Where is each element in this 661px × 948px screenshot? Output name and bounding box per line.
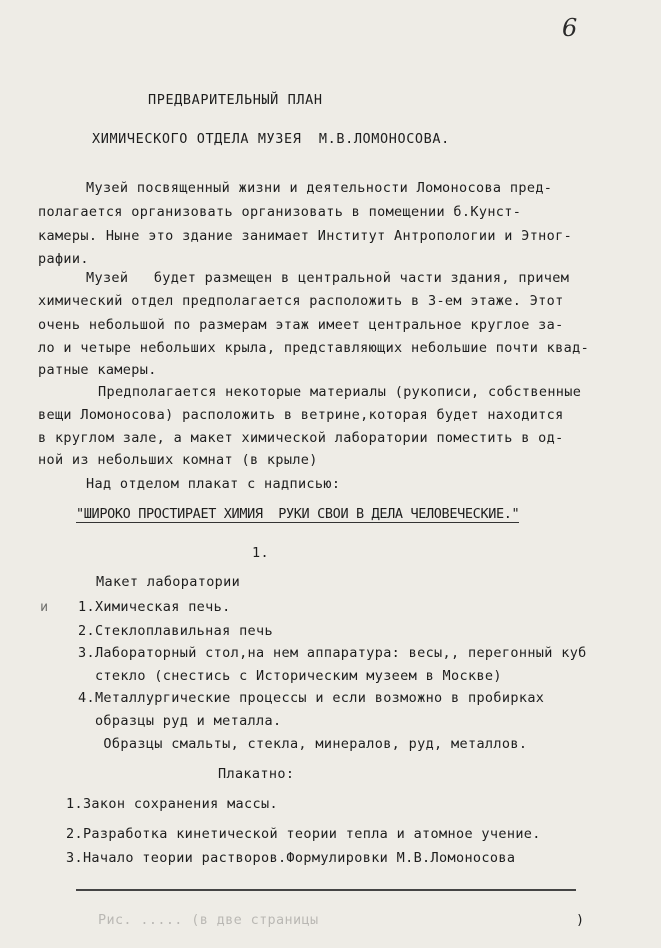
para1-line-1: Музей посвященный жизни и деятельности Ломоносова пред- [86,180,553,196]
para2-line-5: ратные камеры. [38,362,157,378]
para2-line-2: химический отдел предполагается расположить в 3-ем этаже. Этот [38,293,564,309]
footer-faint-text: Рис. ..... (в две страницы [98,912,319,928]
para3-line-4: ной из небольших комнат (в крыле) [38,452,318,468]
lab-heading: Макет лаборатории [96,574,241,590]
lab-item-4: 4.Металлургические процессы и если возможно в пробирках [78,690,545,706]
plakatno-item-1: 1.Закон сохранения массы. [66,796,278,812]
poster-text: "ШИРОКО ПРОСТИРАЕТ ХИМИЯ РУКИ СВОИ В ДЕЛА ЧЕЛОВЕЧЕСКИЕ." [76,506,520,522]
para2-line-3: очень небольшой по размерам этаж имеет центральное круглое за- [38,317,564,333]
lab-item-1: 1.Химическая печь. [78,599,231,615]
lab-item-4-cont: образцы руд и металла. [78,713,282,729]
lab-samples: Образцы смальты, стекла, минералов, руд, металлов. [78,736,528,752]
lab-item-3-cont: стекло (снестись с Историческим музеем в Москве) [78,668,502,684]
para3-line-2: вещи Ломоносова) расположить в ветрине,которая будет находится [38,407,564,423]
para2-line-1: Музей будет размещен в центральной части здания, причем [86,270,570,286]
margin-mark: и [40,599,49,615]
title-line-2: ХИМИЧЕСКОГО ОТДЕЛА МУЗЕЯ М.В.ЛОМОНОСОВА. [92,131,450,147]
para1-line-3: камеры. Ныне это здание занимает Институт Антропологии и Этног- [38,228,573,244]
title-line-1: ПРЕДВАРИТЕЛЬНЫЙ ПЛАН [148,92,323,108]
plakatno-item-3: 3.Начало теории растворов.Формулировки М.В.Ломоносова [66,850,516,866]
lab-item-3: 3.Лабораторный стол,на нем аппаратура: весы,, перегонный куб [78,645,587,661]
plakatno-item-2: 2.Разработка кинетической теории тепла и атомное учение. [66,826,541,842]
para2-line-4: ло и четыре небольших крыла, представляющих небольшие почти квад- [38,340,590,356]
double-rule [76,889,576,894]
lab-item-2: 2.Стеклоплавильная печь [78,623,273,639]
para3-line-1: Предполагается некоторые материалы (рукописи, собственные [98,384,582,400]
para3-line-3: в круглом зале, а макет химической лаборатории поместить в од- [38,430,564,446]
page-number: 6 [562,14,578,42]
section-number: 1. [252,545,269,561]
poster-intro: Над отделом плакат с надписью: [86,476,341,492]
para1-line-2: полагается организовать организовать в помещении б.Кунст- [38,204,522,220]
para1-line-4: рафии. [38,251,89,267]
footer-paren: ) [576,912,585,928]
plakatno-heading: Плакатно: [218,766,295,782]
